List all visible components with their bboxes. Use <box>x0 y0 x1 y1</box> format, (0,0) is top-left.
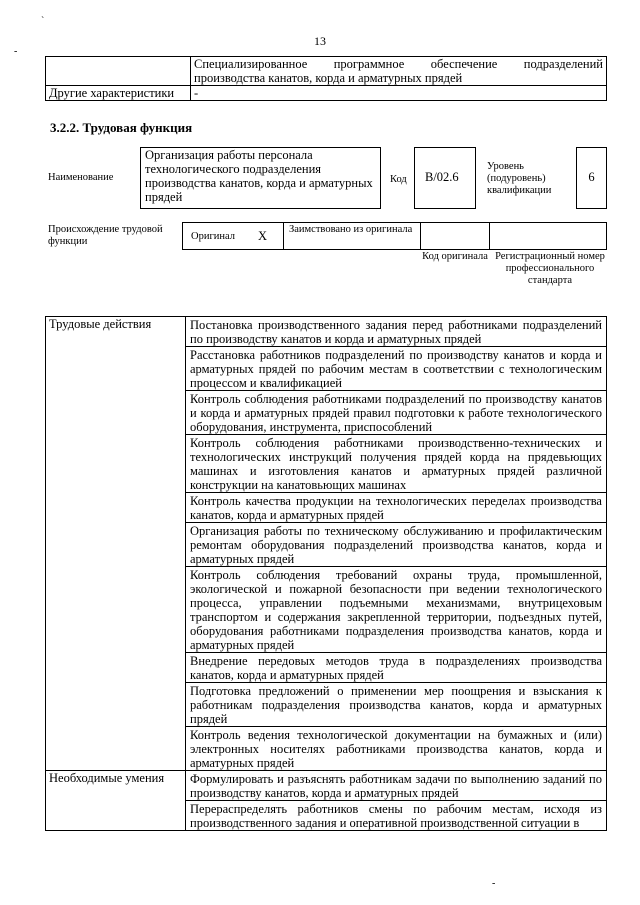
code-label: Код <box>390 174 407 185</box>
labor-action-item: Внедрение передовых методов труда в подразделениях производства канатов, корда и арматурных прядей <box>186 653 607 683</box>
page-number: 13 <box>314 34 326 48</box>
divider <box>420 222 421 250</box>
section-title: 3.2.2. Трудовая функция <box>50 120 193 135</box>
other-characteristics-value: - <box>191 86 607 101</box>
scan-mark-dash: - <box>14 46 18 57</box>
level-label: Уровень (подуровень) квалификации <box>487 161 552 196</box>
labor-action-item: Постановка производственного задания перед работниками подразделений по производству канатов и корда и арматурных прядей <box>186 317 607 347</box>
skill-item: Формулировать и разъяснять работникам задачи по выполнению заданий по производству канатов, корда и арматурных прядей <box>186 771 607 801</box>
registration-caption: Регистрационный номер профессионального стандарта <box>495 251 605 286</box>
name-label: Наименование <box>48 172 114 183</box>
original-label: Оригинал <box>191 231 235 242</box>
labor-action-item: Контроль соблюдения требований охраны труда, промышленной, экологической и пожарной безопасности при ведении технологического процесса, управлении подъемными механизмами, внутрицеховым транспортом и содержания закрепленной территории, подъездных путей, оборудования работниками подразделения производства канатов, корда и арматурных прядей <box>186 567 607 653</box>
origin-box <box>182 222 607 250</box>
labor-action-item: Контроль ведения технологической документации на бумажных и (или) электронных носителях работниками производства канатов, корда и арматурных прядей <box>186 727 607 771</box>
labor-action-item: Расстановка работников подразделений по производству канатов и корда и арматурных прядей по рабочим местам в соответствии с технологическим процессом и квалификацией <box>186 347 607 391</box>
scan-mark-bottom: - <box>492 878 496 889</box>
top-table-software-cell: Специализированное программное обеспечение подразделений производства канатов, корда и арматурных прядей <box>191 57 607 86</box>
function-name-box: Организация работы персонала технологического подразделения производства канатов, корда и арматурных прядей <box>140 147 381 209</box>
labor-actions-label: Трудовые действия <box>46 317 186 771</box>
borrowed-label: Заимствовано из оригинала <box>289 224 413 235</box>
level-box <box>576 147 607 209</box>
skills-label: Необходимые умения <box>46 771 186 831</box>
divider <box>283 222 284 250</box>
original-mark: X <box>258 229 268 243</box>
labor-action-item: Контроль качества продукции на технологических переделах производства канатов, корда и арматурных прядей <box>186 493 607 523</box>
top-table <box>45 56 607 101</box>
code-original-caption: Код оригинала <box>422 251 488 262</box>
code-value: B/02.6 <box>425 170 459 184</box>
origin-label: Происхождение трудовой функции <box>48 224 163 247</box>
labor-action-item: Организация работы по техническому обслуживанию и профилактическим ремонтам оборудования подразделений производства канатов, корда и арматурных прядей <box>186 523 607 567</box>
divider <box>489 222 490 250</box>
scan-mark: ` <box>41 16 45 27</box>
labor-action-item: Контроль соблюдения работниками производственно-технических и технологических инструкций получения прядей корда на прядевьющих машинах и изготовления канатов и арматурных прядей различной конструкции на канатовьющих машинах <box>186 435 607 493</box>
labor-action-item: Контроль соблюдения работниками подразделений по производству канатов и корда и арматурных прядей правил подготовки к работе технологического оборудования, инструмента, приспособлений <box>186 391 607 435</box>
labor-action-item: Подготовка предложений о применении мер поощрения и взыскания к работникам подразделения производства канатов, корда и арматурных прядей <box>186 683 607 727</box>
other-characteristics-label: Другие характеристики <box>46 86 191 101</box>
main-table <box>45 316 607 831</box>
level-value: 6 <box>588 170 595 184</box>
skill-item: Перераспределять работников смены по рабочим местам, исходя из производственного задания и оперативной производственной ситуации в <box>186 801 607 831</box>
top-table-empty-cell <box>46 57 191 86</box>
code-box <box>414 147 476 209</box>
